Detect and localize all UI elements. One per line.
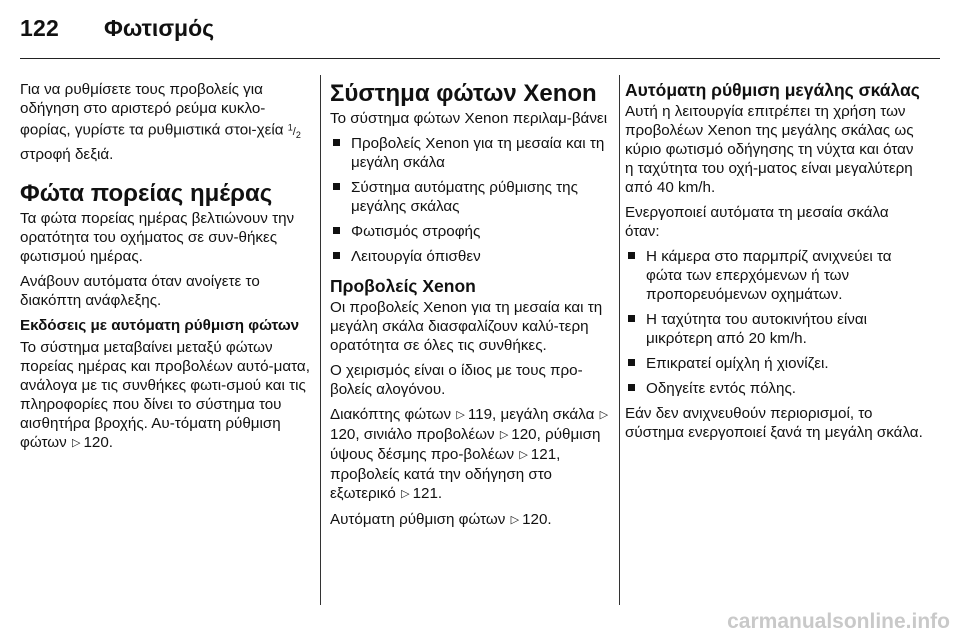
column-2 <box>330 80 612 536</box>
subheading-auto-light: Εκδόσεις με αυτόματη ρύθμιση φώτων <box>20 316 300 334</box>
reference-arrow-icon: ▷ <box>519 449 528 461</box>
list-item: Επικρατεί ομίχλη ή χιονίζει. <box>625 354 925 373</box>
list-item: Η ταχύτητα του αυτοκινήτου είναι μικρότερη από 20 km/h. <box>625 310 925 348</box>
column-3 <box>625 80 925 448</box>
paragraph: Ανάβουν αυτόματα όταν ανοίγετε το διακόπτη ανάφλεξης. <box>20 272 260 309</box>
list-item: Φωτισμός στροφής <box>330 222 612 241</box>
list-item: Προβολείς Xenon για τη μεσαία και τη μεγάλη σκάλα <box>330 134 612 172</box>
page-number: 122 <box>20 15 59 41</box>
list-item: Σύστημα αυτόματης ρύθμισης της μεγάλης σκάλας <box>330 178 612 216</box>
subheading-xenon-headlights: Προβολείς Xenon <box>330 276 476 296</box>
list-item: Οδηγείτε εντός πόλης. <box>625 379 925 398</box>
section-heading-auto-high-beam: Αυτόματη ρύθμιση μεγάλης σκάλας <box>625 80 920 100</box>
reference-arrow-icon: ▷ <box>499 429 509 441</box>
reference-arrow-icon: ▷ <box>401 488 410 500</box>
bullet-icon <box>628 384 635 391</box>
bullet-icon <box>333 139 340 146</box>
low-beam-conditions-list <box>625 247 925 398</box>
watermark: carmanualsonline.info <box>727 610 950 633</box>
section-heading-drl: Φώτα πορείας ημέρας <box>20 179 273 207</box>
xenon-feature-list <box>330 134 612 266</box>
paragraph: Αυτόματη ρύθμιση φώτων ▷ 120. <box>330 511 552 528</box>
reference-arrow-icon: ▷ <box>510 514 520 526</box>
paragraph: Το σύστημα φώτων Xenon περιλαμ-βάνει <box>330 110 608 127</box>
paragraph: Ο χειρισμός είναι ο ίδιος με τους προ-βολείς αλογόνου. <box>330 362 583 398</box>
column-1 <box>20 80 312 459</box>
header-divider <box>20 58 940 59</box>
list-item: Λειτουργία όπισθεν <box>330 247 612 266</box>
bullet-icon <box>628 315 635 322</box>
paragraph: Εάν δεν ανιχνευθούν περιορισμοί, το σύστημα ενεργοποιεί ξανά τη μεγάλη σκάλα. <box>625 405 923 441</box>
bullet-icon <box>628 359 635 366</box>
cross-references: Διακόπτης φώτων ▷ 119, μεγάλη σκάλα ▷120, σινιάλο προβολέων ▷ 120, ρύθμιση ύψους δέσμης προ-βολέων ▷ 121, προβολείς κατά την οδήγηση στο εξωτερικό ▷ 121. <box>330 406 609 502</box>
bullet-icon <box>333 227 340 234</box>
fraction: $^1/_2$ <box>287 122 301 140</box>
paragraph: Τα φώτα πορείας ημέρας βελτιώνουν την ορατότητα του οχήματος σε συν-θήκες φωτισμού ημέρας. <box>20 209 295 265</box>
bullet-icon <box>628 252 635 259</box>
bullet-icon <box>333 252 340 259</box>
paragraph: Οι προβολείς Xenon για τη μεσαία και τη μεγάλη σκάλα διασφαλίζουν καλύ-τερη ορατότητα σε όλες τις συνθήκες. <box>330 299 603 354</box>
page-title: Φωτισμός <box>104 15 215 41</box>
reference-arrow-icon: ▷ <box>71 436 81 449</box>
list-item: Η κάμερα στο παρμπρίζ ανιχνεύει τα φώτα των επερχόμενων ή των προπορευόμενων οχημάτων. <box>625 247 925 304</box>
reference-arrow-icon: ▷ <box>456 409 465 421</box>
paragraph: Ενεργοποιεί αυτόματα τη μεσαία σκάλα όταν: <box>625 204 889 240</box>
intro-paragraph: Για να ρυθμίσετε τους προβολείς για οδήγηση στο αριστερό ρεύμα κυκλο-φορίας, γυρίστε τα ρυθμιστικά στοι-χεία $^1/_2$ στροφή δεξιά. <box>20 81 301 163</box>
reference-arrow-icon: ▷ <box>599 409 609 421</box>
paragraph: Το σύστημα μεταβαίνει μεταξύ φώτων πορείας ημέρας και προβολέων αυτό-ματα, ανάλογα με τις συνθήκες φωτι-σμού και τις πληροφορίες που δίνει το σύστημα του αισθητήρα βροχής. Αυ-τόματη ρύθμιση φώτων ▷ 120. <box>20 338 310 451</box>
bullet-icon <box>333 183 340 190</box>
section-heading-xenon: Σύστημα φώτων Xenon <box>330 80 597 107</box>
column-divider-2 <box>619 75 620 605</box>
column-divider-1 <box>320 75 321 605</box>
paragraph: Αυτή η λειτουργία επιτρέπει τη χρήση των προβολέων Xenon της μεγάλης σκάλας ως κύριο φωτισμό οδήγησης τη νύχτα και όταν η ταχύτητα του οχή-ματος είναι μεγαλύτερη από 40 km/h. <box>625 103 914 196</box>
